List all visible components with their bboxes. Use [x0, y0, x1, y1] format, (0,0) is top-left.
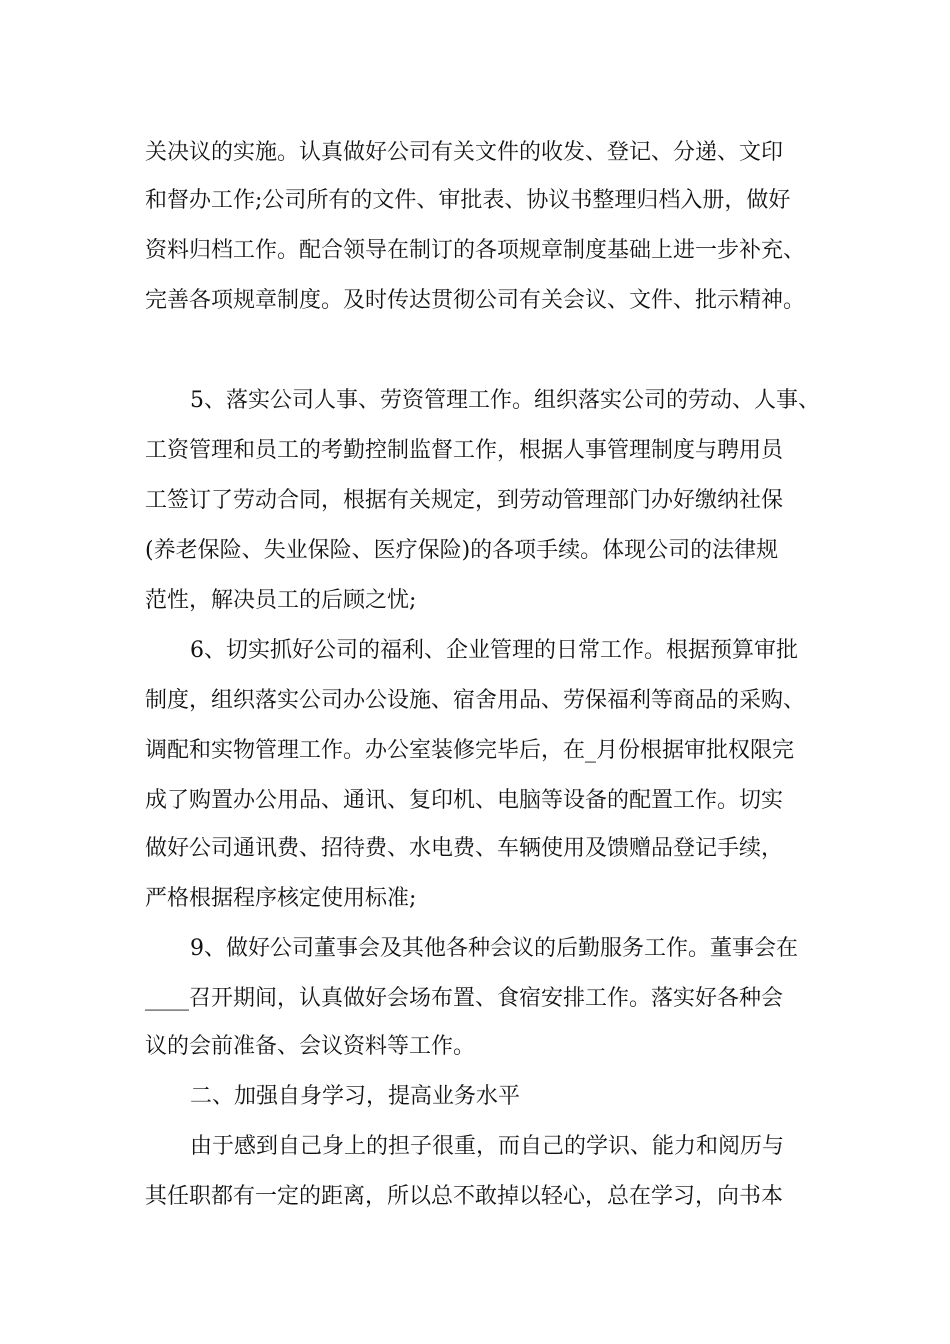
text-line: 做好公司通讯费、招待费、水电费、车辆使用及馈赠品登记手续，: [145, 836, 784, 861]
text-line: 由于感到自己身上的担子很重，而自己的学识、能力和阅历与: [190, 1134, 785, 1159]
text-line: 和督办工作;公司所有的文件、审批表、协议书整理归档入册，做好: [145, 188, 791, 213]
text-line: 议的会前准备、会议资料等工作。: [145, 1034, 476, 1059]
text-line: 9、做好公司董事会及其他各种会议的后勤服务工作。董事会在: [190, 936, 798, 961]
text-line: 关决议的实施。认真做好公司有关文件的收发、登记、分递、文印: [145, 140, 784, 165]
text-line: (养老保险、失业保险、医疗保险)的各项手续。体现公司的法律规: [145, 538, 779, 563]
text-line: 其任职都有一定的距离，所以总不敢掉以轻心，总在学习，向书本: [145, 1184, 784, 1209]
text-line: ____召开期间，认真做好会场布置、食宿安排工作。落实好各种会: [145, 986, 784, 1011]
text-line: 完善各项规章制度。及时传达贯彻公司有关会议、文件、批示精神。: [145, 288, 806, 313]
text-line: 严格根据程序核定使用标准;: [145, 886, 417, 911]
section-heading: 二、加强自身学习，提高业务水平: [190, 1084, 521, 1109]
text-line: 工签订了劳动合同，根据有关规定，到劳动管理部门办好缴纳社保: [145, 488, 784, 513]
text-line: 制度，组织落实公司办公设施、宿舍用品、劳保福利等商品的采购、: [145, 688, 806, 713]
text-line: 资料归档工作。配合领导在制订的各项规章制度基础上进一步补充、: [145, 238, 806, 263]
text-line: 5、落实公司人事、劳资管理工作。组织落实公司的劳动、人事、: [190, 388, 820, 413]
text-line: 调配和实物管理工作。办公室装修完毕后，在_月份根据审批权限完: [145, 738, 795, 763]
text-line: 成了购置办公用品、通讯、复印机、电脑等设备的配置工作。切实: [145, 788, 784, 813]
text-line: 工资管理和员工的考勤控制监督工作，根据人事管理制度与聘用员: [145, 438, 784, 463]
text-line: 6、切实抓好公司的福利、企业管理的日常工作。根据预算审批: [190, 638, 798, 663]
text-line: 范性，解决员工的后顾之忧;: [145, 588, 417, 613]
